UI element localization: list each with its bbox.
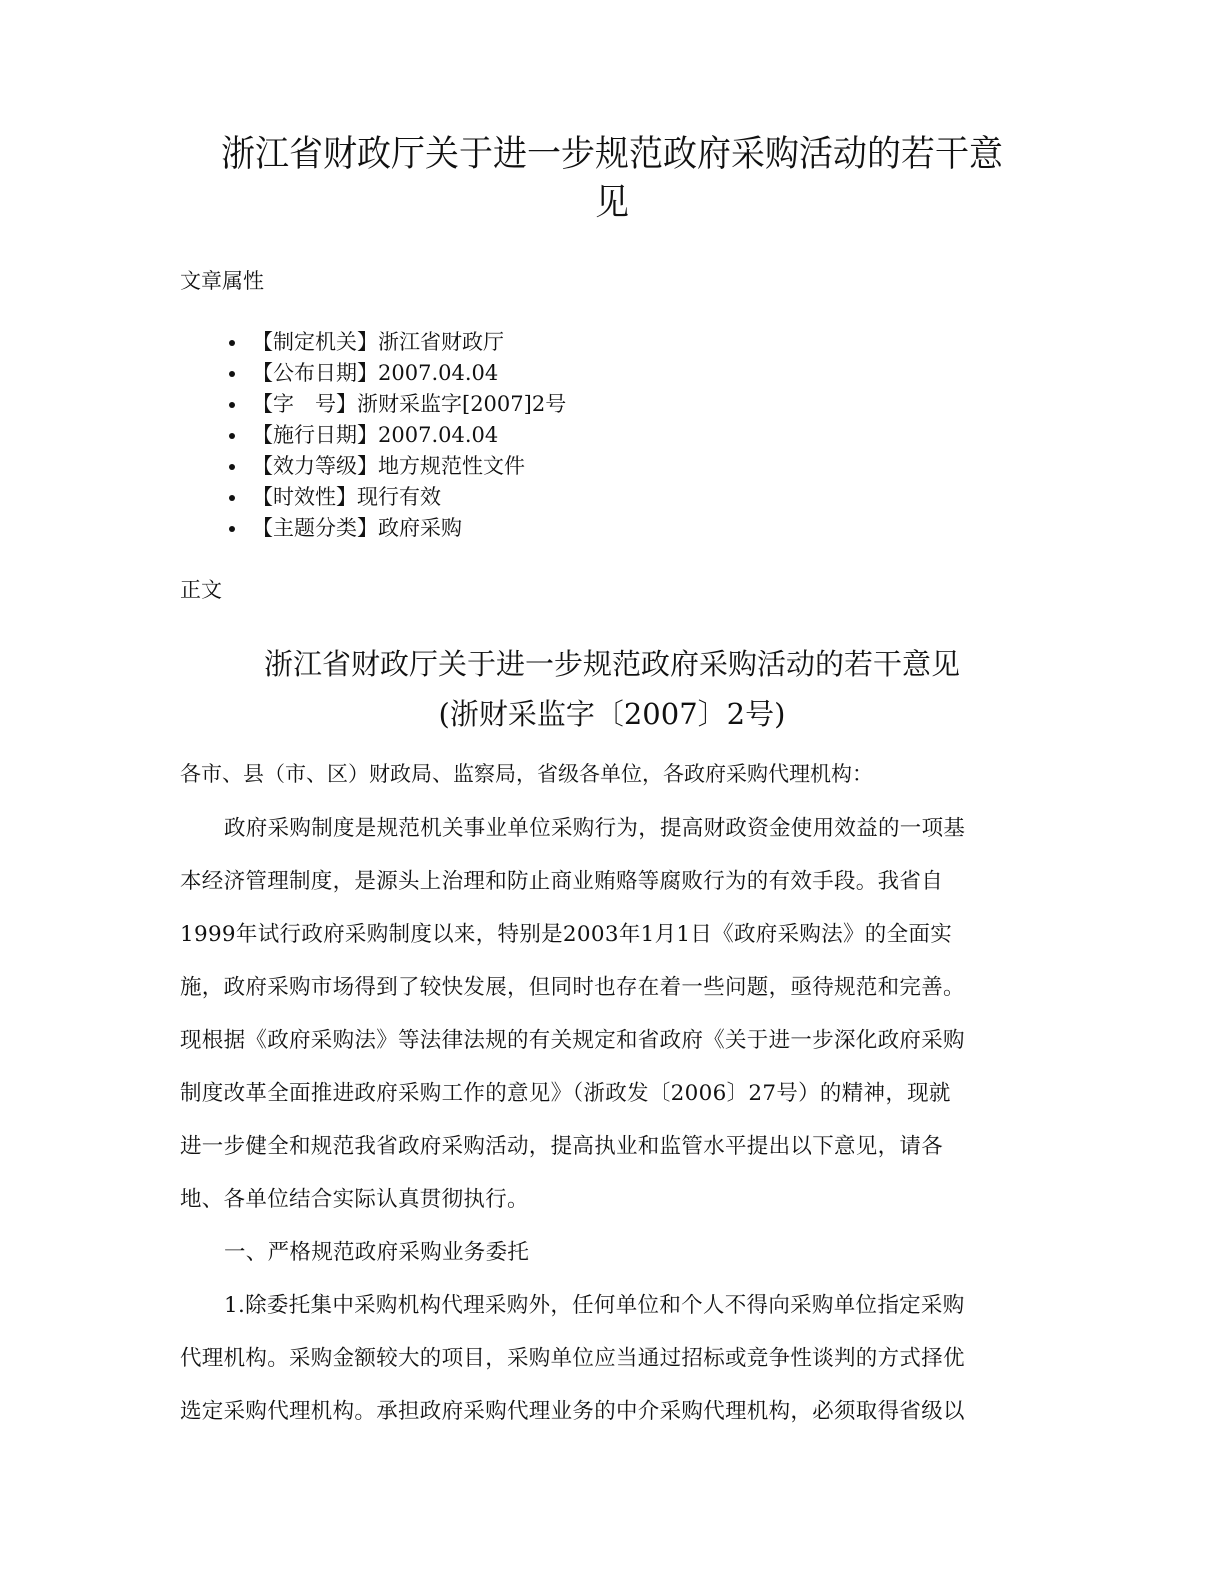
attribute-key: 【公布日期】	[252, 361, 378, 385]
bullet-icon	[229, 371, 235, 377]
bullet-icon	[229, 464, 235, 470]
paragraph-line: 地、各单位结合实际认真贯彻执行。	[180, 1187, 529, 1212]
document-title	[180, 129, 1044, 227]
attribute-item	[226, 327, 566, 358]
bullet-icon	[229, 495, 235, 501]
attribute-value: 浙江省财政厅	[378, 330, 504, 354]
document-title-line-2: 见	[595, 181, 629, 224]
body-title: 浙江省财政厅关于进一步规范政府采购活动的若干意见	[263, 647, 960, 681]
paragraph-line: 本经济管理制度，是源头上治理和防止商业贿赂等腐败行为的有效手段。我省自	[180, 869, 944, 894]
document-title-line-1: 浙江省财政厅关于进一步规范政府采购活动的若干意	[221, 132, 1003, 175]
bullet-icon	[229, 340, 235, 346]
item-line: 代理机构。采购金额较大的项目，采购单位应当通过招标或竞争性谈判的方式择优	[180, 1346, 965, 1371]
paragraph-line: 现根据《政府采购法》等法律法规的有关规定和省政府《关于进一步深化政府采购	[180, 1028, 965, 1053]
attribute-item	[226, 451, 566, 482]
item-line: 选定采购代理机构。承担政府采购代理业务的中介采购代理机构，必须取得省级以	[180, 1399, 965, 1424]
paragraph-line: 制度改革全面推进政府采购工作的意见》（浙政发〔2006〕27号）的精神，现就	[180, 1081, 951, 1106]
section-heading: 一、严格规范政府采购业务委托	[224, 1240, 530, 1265]
attribute-item	[226, 482, 566, 513]
item-line: 1.除委托集中采购机构代理采购外，任何单位和个人不得向采购单位指定采购	[224, 1293, 965, 1318]
paragraph-line: 政府采购制度是规范机关事业单位采购行为，提高财政资金使用效益的一项基	[224, 816, 966, 841]
body-document-number: (浙财采监字〔2007〕2号)	[438, 697, 786, 731]
attributes-list	[226, 327, 566, 544]
attribute-item	[226, 420, 566, 451]
attribute-value: 地方规范性文件	[378, 454, 525, 478]
attribute-value: 政府采购	[378, 516, 462, 540]
attribute-value: 现行有效	[357, 485, 441, 509]
attribute-key: 【时效性】	[252, 485, 357, 509]
attribute-value: 2007.04.04	[378, 423, 499, 447]
salutation: 各市、县（市、区）财政局、监察局，省级各单位，各政府采购代理机构：	[180, 762, 873, 786]
attribute-item	[226, 513, 566, 544]
attribute-key: 【字 号】	[252, 392, 357, 416]
attribute-item	[226, 389, 566, 420]
attribute-key: 【效力等级】	[252, 454, 378, 478]
body-label: 正文	[180, 578, 222, 602]
paragraph-line: 1999年试行政府采购制度以来，特别是2003年1月1日《政府采购法》的全面实	[180, 922, 952, 947]
attribute-key: 【施行日期】	[252, 423, 378, 447]
bullet-icon	[229, 433, 235, 439]
paragraph-line: 施，政府采购市场得到了较快发展，但同时也存在着一些问题，亟待规范和完善。	[180, 975, 965, 1000]
bullet-icon	[229, 526, 235, 532]
paragraph-line: 进一步健全和规范我省政府采购活动，提高执业和监管水平提出以下意见，请各	[180, 1134, 944, 1159]
attribute-item	[226, 358, 566, 389]
attributes-label: 文章属性	[180, 269, 264, 293]
attribute-value: 浙财采监字[2007]2号	[357, 392, 567, 416]
attribute-key: 【制定机关】	[252, 330, 378, 354]
bullet-icon	[229, 402, 235, 408]
attribute-value: 2007.04.04	[378, 361, 499, 385]
attribute-key: 【主题分类】	[252, 516, 378, 540]
